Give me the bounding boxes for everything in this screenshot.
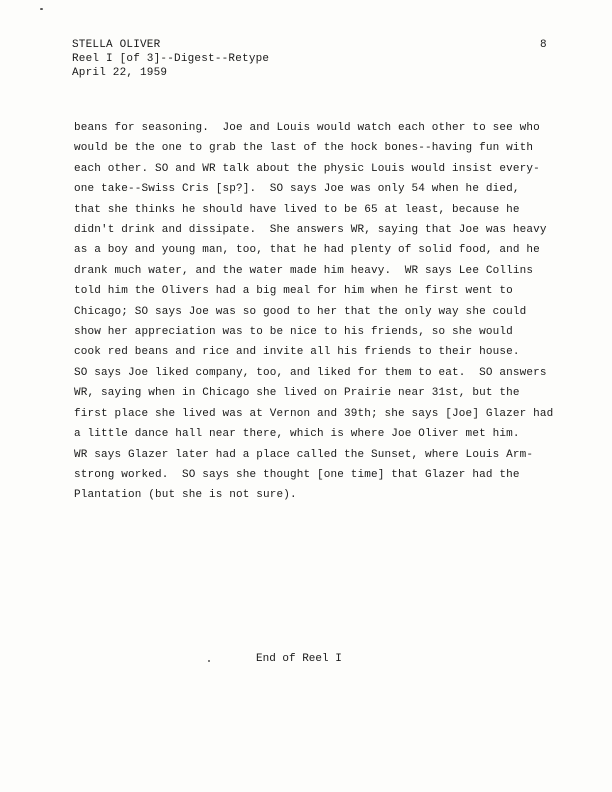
page-number: 8 xyxy=(540,39,547,51)
scan-speck xyxy=(40,8,43,10)
scan-speck xyxy=(208,660,210,662)
transcript-line: as a boy and young man, too, that he had plenty of solid food, and he xyxy=(74,244,540,257)
end-of-reel-marker: End of Reel I xyxy=(256,653,342,665)
reel-info: Reel I [of 3]--Digest--Retype xyxy=(72,53,270,65)
transcript-line: that she thinks he should have lived to be 65 at least, because he xyxy=(74,203,520,216)
transcript-line: show her appreciation was to be nice to his friends, so she would xyxy=(74,326,513,339)
transcript-line: didn't drink and dissipate. She answers WR, saying that Joe was heavy xyxy=(74,224,547,237)
transcript-line: a little dance hall near there, which is where Joe Oliver met him. xyxy=(74,428,520,441)
transcript-line: Chicago; SO says Joe was so good to her that the only way she could xyxy=(74,305,527,318)
transcript-line: SO says Joe liked company, too, and liked for them to eat. SO answers xyxy=(74,366,547,379)
interviewee-name: STELLA OLIVER xyxy=(72,39,161,51)
interview-date: April 22, 1959 xyxy=(72,67,168,79)
transcript-line: strong worked. SO says she thought [one time] that Glazer had the xyxy=(74,468,520,481)
transcript-line: first place she lived was at Vernon and 39th; she says [Joe] Glazer had xyxy=(74,407,554,420)
transcript-line: told him the Olivers had a big meal for him when he first went to xyxy=(74,285,513,298)
document-header xyxy=(72,38,269,80)
transcript-line: each other. SO and WR talk about the physic Louis would insist every- xyxy=(74,162,540,175)
transcript-line: WR says Glazer later had a place called the Sunset, where Louis Arm- xyxy=(74,448,534,461)
transcript-line: Plantation (but she is not sure). xyxy=(74,489,297,502)
transcript-line: would be the one to grab the last of the hock bones--having fun with xyxy=(74,142,534,155)
transcript-line: WR, saying when in Chicago she lived on Prairie near 31st, but the xyxy=(74,387,520,400)
transcript-line: cook red beans and rice and invite all his friends to their house. xyxy=(74,346,520,359)
transcript-body xyxy=(74,118,564,506)
transcript-line: beans for seasoning. Joe and Louis would watch each other to see who xyxy=(74,122,540,134)
transcript-line: drank much water, and the water made him heavy. WR says Lee Collins xyxy=(74,264,534,277)
transcript-line: one take--Swiss Cris [sp?]. SO says Joe was only 54 when he died, xyxy=(74,183,520,196)
